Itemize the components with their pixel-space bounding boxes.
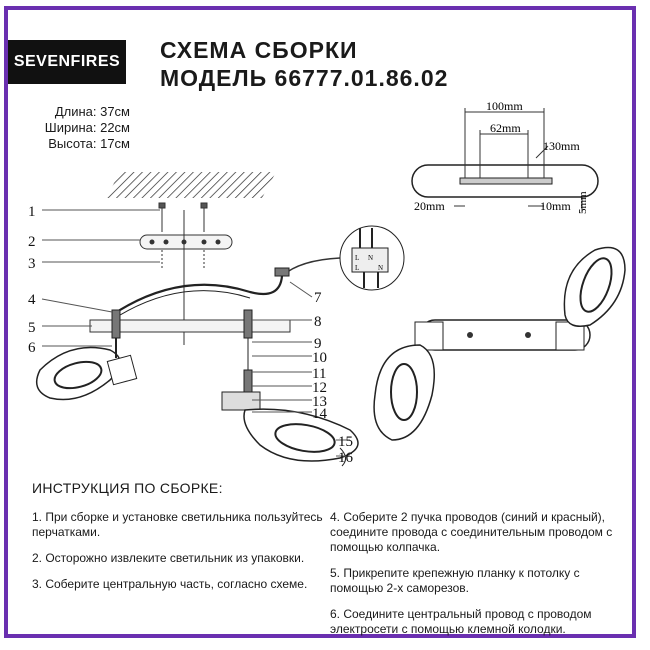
instruction-step-2: 2. Осторожно извлеките светильник из упаковки. xyxy=(32,551,305,565)
supply-wire xyxy=(282,258,340,276)
part-number-12: 12 xyxy=(312,380,327,396)
part-number-16: 16 xyxy=(338,450,353,466)
ceiling-hatch xyxy=(106,172,276,198)
left-shade xyxy=(37,338,137,400)
part-number-4: 4 xyxy=(28,292,36,308)
title-line-2: МОДЕЛЬ 66777.01.86.02 xyxy=(160,65,449,91)
connector-letter-1: L xyxy=(355,254,360,262)
ceiling-screws xyxy=(159,203,207,232)
part-number-8: 8 xyxy=(314,314,322,330)
connector-letter-4: N xyxy=(378,264,384,272)
connector-letter-2: N xyxy=(368,254,374,262)
measure-62mm: 62mm xyxy=(490,121,521,135)
part-number-1: 1 xyxy=(28,204,36,220)
part-number-9: 9 xyxy=(314,336,322,352)
dimension-width: Ширина: 22см xyxy=(44,120,130,135)
part-number-15: 15 xyxy=(338,434,353,450)
part-number-10: 10 xyxy=(312,350,327,366)
instructions-heading: ИНСТРУКЦИЯ ПО СБОРКЕ: xyxy=(32,480,223,496)
title-line-1: СХЕМА СБОРКИ xyxy=(160,37,358,63)
part-number-13: 13 xyxy=(312,394,327,410)
instruction-step-5: 5. Прикрепите крепежную планку к потолку с помощью 2-х саморезов. xyxy=(330,566,580,595)
measure-20mm: 20mm xyxy=(414,199,445,213)
part-number-6: 6 xyxy=(28,340,36,356)
part-number-5: 5 xyxy=(28,320,36,336)
part-number-11: 11 xyxy=(312,366,327,382)
part-number-7: 7 xyxy=(314,290,322,306)
instruction-step-1: 1. При сборке и установке светильника пользуйтесь перчатками. xyxy=(32,510,323,539)
measure-130mm: 130mm xyxy=(543,139,580,153)
part-number-14: 14 xyxy=(312,406,327,422)
plate-dimension-drawing xyxy=(412,99,598,214)
instruction-step-4: 4. Соберите 2 пучка проводов (синий и красный), соедините провода с соединительным проводом с помощью колпачка. xyxy=(330,510,613,554)
connector-letter-3: L xyxy=(355,264,360,272)
measure-100mm: 100mm xyxy=(486,99,523,113)
dimension-height: Высота: 17см xyxy=(48,136,130,151)
terminal-block-detail xyxy=(340,226,404,290)
mounting-plate xyxy=(140,235,232,249)
part-number-3: 3 xyxy=(28,256,36,272)
instructions-column-left xyxy=(32,510,327,603)
instructions-column-right xyxy=(330,510,630,648)
measure-10mm: 10mm xyxy=(540,199,571,213)
dimension-length: Длина: 37см xyxy=(54,104,130,119)
instruction-step-6: 6. Соедините центральный провод с проводом электросети с помощью клемной колодки. xyxy=(330,607,592,636)
instruction-step-3: 3. Соберите центральную часть, согласно схеме. xyxy=(32,577,308,591)
fixture-top-view xyxy=(374,248,625,441)
decorative-arc xyxy=(112,276,282,315)
brand-logo: SEVENFIRES xyxy=(8,40,126,84)
part-number-2: 2 xyxy=(28,234,36,250)
measure-5mm: 5mm xyxy=(577,191,589,214)
